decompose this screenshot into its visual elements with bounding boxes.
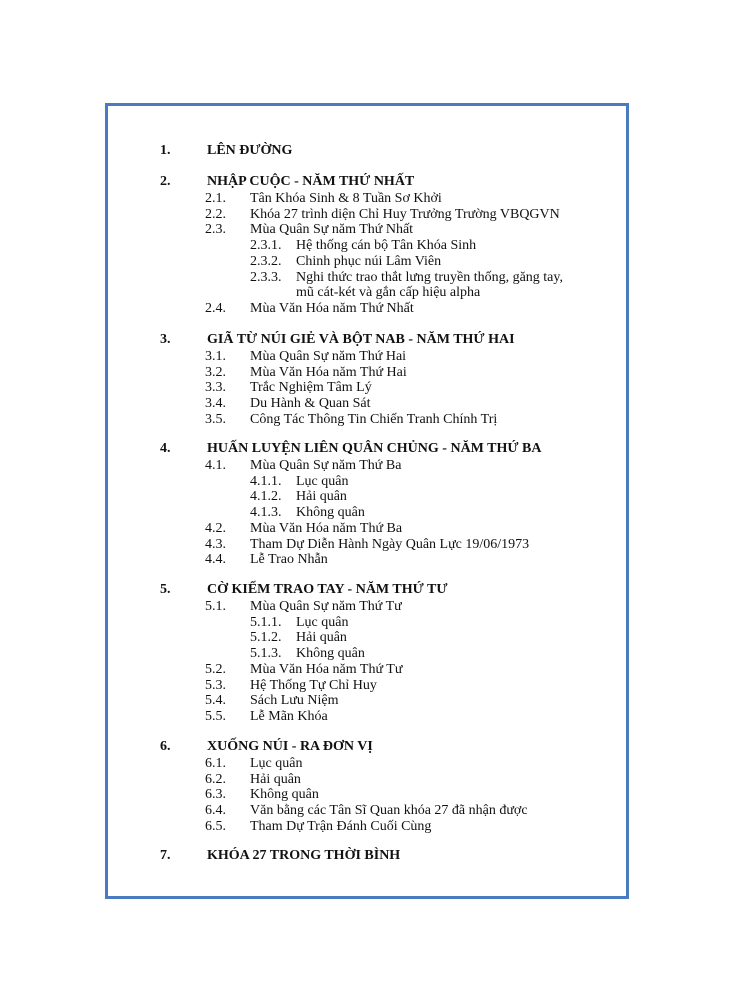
item-number: 2.3.2.	[250, 253, 282, 269]
section-number: 4.	[160, 441, 171, 456]
item-number: 6.1.	[205, 756, 226, 771]
item-number: 4.4.	[205, 552, 226, 568]
item-title: Chinh phục núi Lâm Viên	[296, 253, 442, 269]
item-title: Lục quân	[296, 614, 349, 630]
section-number: 5.	[160, 582, 171, 597]
item-number: 2.3.	[205, 222, 226, 238]
item-title: mũ cát-két và gắn cấp hiệu alpha	[296, 285, 481, 301]
item-number: 5.3.	[205, 677, 226, 693]
item-title: Hải quân	[250, 771, 301, 787]
item-number: 4.1.	[205, 458, 226, 473]
item-title: Tham Dự Diễn Hành Ngày Quân Lực 19/06/1973	[250, 536, 530, 552]
item-number: 5.1.	[205, 599, 226, 614]
section-title: GIÃ TỪ NÚI GIẺ VÀ BỘT NAB - NĂM THỨ HAI	[207, 332, 515, 347]
item-number: 3.3.	[205, 380, 226, 396]
item-title: Tân Khóa Sinh & 8 Tuần Sơ Khởi	[250, 191, 442, 206]
item-title: Hải quân	[296, 489, 347, 505]
item-number: 2.3.3.	[250, 269, 282, 285]
item-title: Văn bằng các Tân Sĩ Quan khóa 27 đã nhận được	[250, 803, 528, 819]
item-title: Hải quân	[296, 630, 347, 646]
item-title: Không quân	[296, 646, 365, 662]
item-title: Mùa Văn Hóa năm Thứ Ba	[250, 520, 403, 536]
section-number: 6.	[160, 739, 171, 754]
item-number: 4.1.3.	[250, 505, 282, 521]
item-title: Lục quân	[296, 473, 349, 489]
item-title: Lục quân	[250, 756, 303, 771]
item-title: Tham Dự Trận Đánh Cuối Cùng	[250, 818, 432, 834]
section-number: 3.	[160, 332, 171, 347]
item-number: 3.2.	[205, 364, 226, 380]
item-number: 2.1.	[205, 191, 226, 206]
item-title: Không quân	[296, 505, 365, 521]
item-title: Lễ Mãn Khóa	[250, 708, 328, 724]
item-number: 2.3.1.	[250, 238, 282, 254]
item-title: Lễ Trao Nhẫn	[250, 552, 328, 568]
section-title: CỜ KIẾM TRAO TAY - NĂM THỨ TƯ	[207, 582, 448, 597]
item-number: 6.4.	[205, 803, 226, 819]
item-number: 5.4.	[205, 693, 226, 709]
item-title: Khóa 27 trình diện Chỉ Huy Trưởng Trường VBQGVN	[250, 206, 560, 222]
item-title: Mùa Quân Sự năm Thứ Tư	[250, 599, 402, 614]
item-title: Trắc Nghiệm Tâm Lý	[250, 380, 372, 396]
item-number: 5.2.	[205, 661, 226, 677]
item-title: Nghi thức trao thắt lưng truyền thống, găng tay,	[296, 269, 563, 285]
item-number: 5.5.	[205, 708, 226, 724]
item-title: Mùa Văn Hóa năm Thứ Nhất	[250, 300, 414, 316]
item-title: Sách Lưu Niệm	[250, 693, 339, 709]
item-number: 4.1.1.	[250, 473, 282, 489]
item-title: Hệ Thống Tự Chỉ Huy	[250, 677, 377, 693]
item-title: Mùa Quân Sự năm Thứ Ba	[250, 458, 402, 473]
item-title: Công Tác Thông Tin Chiến Tranh Chính Trị	[250, 411, 498, 427]
section-title: HUẤN LUYỆN LIÊN QUÂN CHỦNG - NĂM THỨ BA	[207, 441, 542, 456]
item-number: 5.1.1.	[250, 614, 282, 630]
item-title: Mùa Văn Hóa năm Thứ Hai	[250, 364, 407, 380]
item-number: 3.5.	[205, 411, 226, 427]
item-number: 6.2.	[205, 771, 226, 787]
item-number: 4.1.2.	[250, 489, 282, 505]
item-number: 3.1.	[205, 349, 226, 364]
section-number: 1.	[160, 143, 171, 158]
item-number: 5.1.3.	[250, 646, 282, 662]
item-number: 6.3.	[205, 787, 226, 803]
item-number: 3.4.	[205, 396, 226, 412]
item-title: Hệ thống cán bộ Tân Khóa Sinh	[296, 238, 477, 254]
section-number: 2.	[160, 174, 171, 189]
item-number: 4.3.	[205, 536, 226, 552]
item-number: 2.4.	[205, 300, 226, 316]
item-title: Không quân	[250, 787, 319, 803]
section-title: KHÓA 27 TRONG THỜI BÌNH	[207, 848, 401, 863]
item-number: 2.2.	[205, 206, 226, 222]
item-title: Du Hành & Quan Sát	[250, 396, 371, 412]
section-number: 7.	[160, 848, 171, 863]
item-title: Mùa Quân Sự năm Thứ Nhất	[250, 222, 414, 238]
section-title: LÊN ĐƯỜNG	[207, 143, 293, 158]
item-title: Mùa Văn Hóa năm Thứ Tư	[250, 661, 403, 677]
item-number: 5.1.2.	[250, 630, 282, 646]
item-title: Mùa Quân Sự năm Thứ Hai	[250, 349, 407, 364]
item-number: 6.5.	[205, 818, 226, 834]
section-title: XUỐNG NÚI - RA ĐƠN VỊ	[207, 739, 373, 754]
section-title: NHẬP CUỘC - NĂM THỨ NHẤT	[207, 174, 415, 189]
item-number: 4.2.	[205, 520, 226, 536]
